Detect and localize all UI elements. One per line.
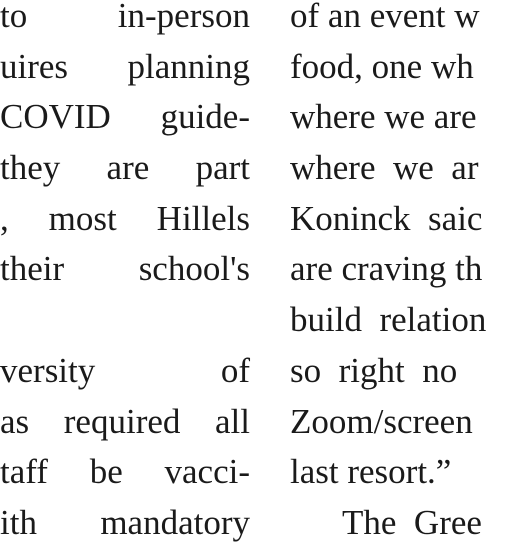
word: as — [0, 401, 30, 441]
word: vacci- — [164, 452, 250, 492]
text-line — [0, 346, 250, 397]
text-line: of an event w — [290, 0, 480, 35]
text-line — [0, 92, 250, 143]
text-line — [0, 0, 250, 42]
text-line — [0, 295, 250, 346]
word: mandatory — [100, 502, 250, 542]
text-line: where we ar — [290, 148, 479, 188]
word: most — [48, 198, 117, 238]
word: required — [63, 401, 181, 441]
text-line: Zoom/screen — [290, 401, 473, 441]
word: Hillels — [156, 198, 250, 238]
word: planning — [127, 46, 250, 86]
word: of — [220, 350, 250, 390]
text-line: build relation — [290, 300, 487, 340]
text-line: where we are — [290, 97, 477, 137]
word: they — [0, 148, 61, 188]
text-line — [0, 42, 250, 93]
word: taff — [0, 452, 48, 492]
word: in-person — [117, 0, 250, 35]
right-text-column — [290, 0, 512, 542]
word: uires — [0, 46, 69, 86]
text-line: so right no — [290, 350, 458, 390]
text-line — [0, 498, 250, 549]
word: COVID — [0, 97, 111, 137]
word: are — [106, 148, 150, 188]
word: all — [215, 401, 250, 441]
text-line: The Gree — [342, 502, 482, 542]
word: versity — [0, 350, 96, 390]
word: guide- — [160, 97, 250, 137]
text-line — [0, 143, 250, 194]
word: ith — [0, 502, 37, 542]
text-line: last resort.” — [290, 452, 452, 492]
text-line — [0, 447, 250, 498]
word: their — [0, 249, 65, 289]
text-line: food, one wh — [290, 46, 474, 86]
text-line — [0, 194, 250, 245]
word: be — [89, 452, 123, 492]
word: school's — [138, 249, 250, 289]
word: , — [0, 198, 9, 238]
text-line — [0, 244, 250, 295]
text-line — [0, 397, 250, 448]
word: to — [0, 0, 28, 35]
text-line: are craving th — [290, 249, 483, 289]
text-line: Koninck saic — [290, 198, 483, 238]
left-text-column — [0, 0, 250, 542]
word: part — [195, 148, 250, 188]
